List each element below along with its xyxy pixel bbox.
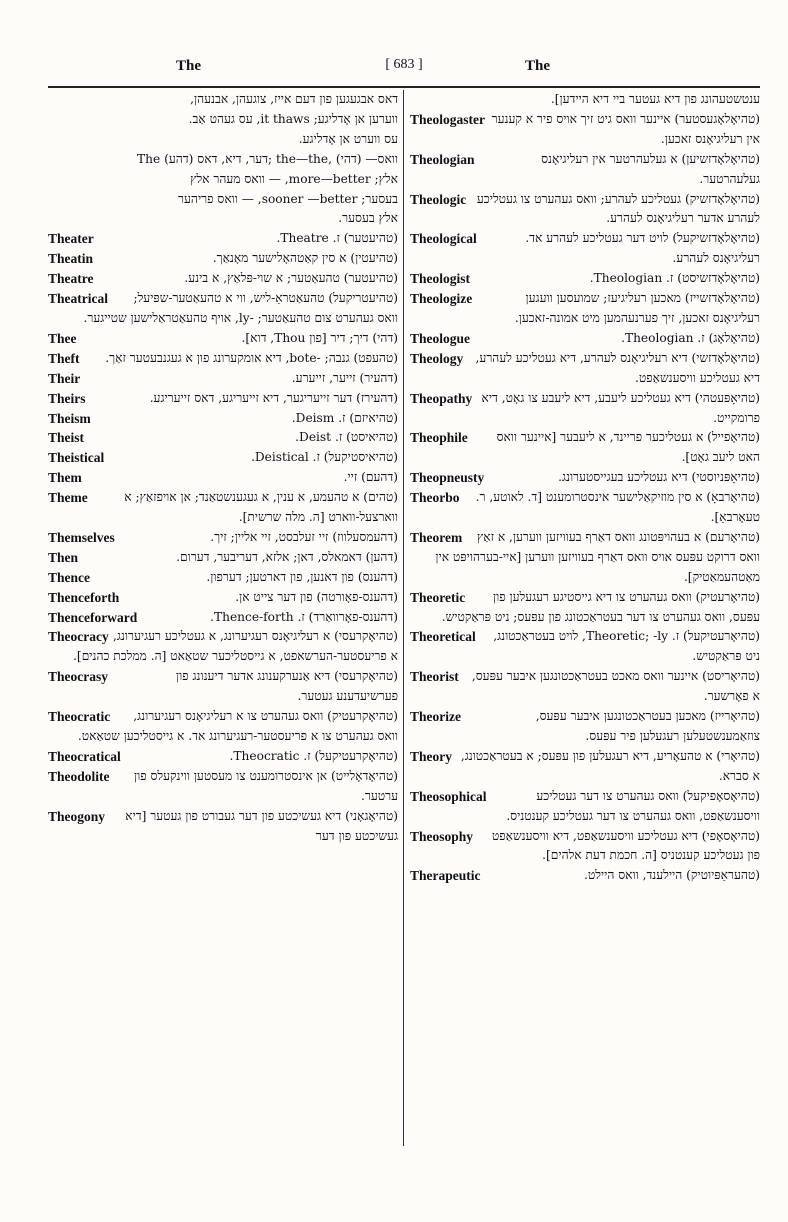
entry-headword: Theologize (410, 291, 473, 307)
dictionary-entry (48, 349, 398, 369)
entry-definition: (טהיאָקרעטיקעל) ז. Theocratic. (229, 748, 398, 763)
entry-definition: (טהיאָרעטיק) וואס געהערט צו דיא גייסטיגע רעגעלען פון עפּעס, וואס געהערט צו דער בעטראַכטונג פון עפּעס; ניט פּראַקטיש. (441, 589, 760, 624)
entry-headword: Theologaster (410, 111, 485, 127)
entry-definition: (טהיאָלאָג) ז. Theologian. (621, 330, 760, 345)
page-header (48, 56, 760, 88)
entry-definition: (טהיאָרעטיקעל) ז. Theoretic; -ly, לויט בעטראַכטונג, ניט פּראַקטיש. (493, 629, 760, 664)
entry-headword: Theorbo (410, 490, 460, 506)
entry-headword: Theatin (48, 251, 94, 267)
dictionary-page (48, 56, 760, 1146)
entry-definition: (טהיאָלאָדזשי) דיא רעליגיאָנס לעהרע, דיא געטליכע לעהרע, דיא געטליכע וויסענשאַפט. (475, 350, 760, 385)
entry-definition: (טהיאָרי) א טהעאָריע, דיא רעגעלען פון עפּעס; א בעטראַכטונג, א סברא. (460, 748, 760, 783)
entry-headword: Theocratical (48, 748, 121, 764)
entry-definition: (טהיאָרייז) מאכען בעטראַכטונגען איבער עפּעס, צוזאַמענשטעלען רעגעלען פיר עפּעס. (535, 709, 760, 743)
entry-headword: Theodolite (48, 768, 110, 784)
entry-headword: Theory (410, 748, 452, 764)
dictionary-entry (48, 448, 398, 468)
dictionary-entry (48, 488, 398, 528)
dictionary-entry (410, 707, 760, 747)
entry-definition: (טהיאָרבאָ) א סין מוזיקאַלישער אינסטרומענט [ד. לאוטע, ר. טעאָרבאַ]. (475, 490, 760, 525)
entry-definition: (טהיאיסטיקעל) ז. Deistical. (250, 450, 398, 465)
entry-headword: Theology (410, 350, 464, 366)
right-column (410, 90, 760, 1146)
entry-headword: Them (48, 470, 82, 486)
continuation-line: עס ווערט אן אָדליגע. (298, 131, 398, 146)
entry-definition: (טהיאָסאָפי) דיא געטליכע וויסענשאַפט, דיא וויסענשאַפט פון געטליכע קענטניס [ה. חכמת דעת אלהים]. (491, 828, 760, 863)
entry-headword: Thence (48, 569, 90, 585)
continuation-line: ווערען אן אָדליגע; it thaws, עס געהט אַב. (188, 111, 398, 126)
dictionary-entry (410, 428, 760, 468)
entry-headword: Theologian (410, 151, 475, 167)
dictionary-entry (410, 667, 760, 707)
dictionary-entry (410, 150, 760, 190)
dictionary-entry (48, 329, 398, 349)
entry-headword: Theocrasy (48, 669, 108, 685)
dictionary-entry (48, 468, 398, 488)
entry-headword: Theorist (410, 669, 459, 685)
dictionary-entry (410, 289, 760, 329)
entry-definition: (דהעמסעלווז) זיי זעלבסט, זיי אליין; זיך. (210, 529, 398, 544)
entry-definition: (דהענס) פון דאנען, פון דארטען; דערפון. (206, 569, 398, 584)
entry-headword: Theater (48, 231, 94, 247)
entry-definition: (דהעיר) זייער, זייערע. (291, 370, 398, 385)
columns (48, 90, 760, 1146)
dictionary-entry (48, 747, 398, 767)
entry-headword: Theorem (410, 529, 463, 545)
header-left-guide-word: The (176, 58, 202, 74)
entry-definition: (טהיאיסט) ז. Deist. (295, 430, 398, 445)
entry-headword: Theocracy (48, 629, 109, 645)
left-column (48, 90, 398, 1146)
entry-definition: (טהיעטער) ז. Theatre. (276, 231, 398, 246)
entry-headword: Thenceforth (48, 589, 120, 605)
entry-definition: (טהיאָלאָגעסטער) איינער וואס גיט זיך אויס פיר א קענער אין רעליגיאָנס זאכען. (491, 111, 760, 146)
dictionary-entry (410, 528, 760, 588)
continuation-line: The (דהע) דער, דיא, דאס; the—the, וואס— (דהי) (137, 151, 398, 166)
entry-definition: (טהיאָסאָפיקעל) וואס געהערט צו דער געטליכע וויסענשאַפט, וואס געהערט צו דער געטליכע קענטניס. (506, 788, 760, 823)
entry-definition: (דהען) דאמאלס, דאן; אלזא, דעריבער, דערום. (176, 549, 398, 564)
dictionary-entry (410, 747, 760, 787)
entry-definition: (דהענס-פאָורטה) פון דער צייט אן. (235, 589, 398, 604)
entry-headword: Theirs (48, 390, 86, 406)
dictionary-entry (48, 289, 398, 329)
entry-headword: Themselves (48, 529, 115, 545)
continuation-line: אלץ; more—better, — וואס מעהר אלץ (190, 171, 398, 186)
entry-definition: (טהיאָפּעטהי) דיא געטליכע ליעבע, דיא ליעבע צו גאָט, דיא פרומקייט. (481, 390, 760, 425)
entry-headword: Thee (48, 330, 77, 346)
entry-definition: (טהיאָפייל) א געטליכער פריינד, א ליעבער [איינער וואס האט ליעב גאָט]. (496, 430, 760, 465)
continuation-line: דאס אבגעגען פון דעם אייז, צוגעהן, אבנעהן, (190, 92, 398, 106)
entry-definition: (טהיאָלאָדזשיק) געטליכע לעהרע; וואס געהערט צו געטליכע לעהרע אדער רעליגיאָנס לעהרע. (476, 191, 760, 226)
entry-definition: (טהיעטער) טהעאַטער; א שוי-פּלאַץ, א בינע. (184, 271, 398, 286)
dictionary-entry (410, 468, 760, 488)
dictionary-entry (410, 588, 760, 628)
entry-headword: Then (48, 549, 79, 565)
entry-definition: (טהיאָפּניוסטי) דיא געטליכע בעגייסטערונג. (558, 470, 760, 485)
dictionary-entry (48, 588, 398, 608)
entry-definition: (טהעראַפּיוטיק) היילענד, וואס היילט. (584, 868, 760, 883)
entry-headword: Theocratic (48, 709, 111, 725)
dictionary-entry (48, 548, 398, 568)
entry-headword: Theism (48, 410, 91, 426)
dictionary-entry (410, 627, 760, 667)
continuation-line: ענטשטעהונג פון דיא געטער ביי דיא היידען]. (550, 92, 760, 106)
entry-definition: (טהעפט) גנבה; -bote, דיא אומקערונג פון א געגנבעטער זאַך. (105, 350, 398, 365)
entry-headword: Theatre (48, 271, 94, 287)
entry-headword: Theologic (410, 191, 467, 207)
entry-definition: (טהיעטריקעל) טהעאַטראַ-ליש, ווי א טהעאַטער-שפּיעל; וואס געהערט צום טהעאַטער; -ly, אויף טהעאַטראַלישען שטייגער. (83, 291, 398, 325)
dictionary-entry (48, 707, 398, 747)
entry-definition: (טהיאָריסט) איינער וואס מאכט בעטראַכטונגען איבער עפּעס, א פאָרשער. (471, 669, 760, 704)
dictionary-entry (48, 369, 398, 389)
entry-headword: Theologue (410, 330, 471, 346)
entry-definition: (דהי) דיך; דיר [פון Thou, דוא]. (241, 330, 398, 345)
entry-headword: Theogony (48, 808, 106, 824)
dictionary-entry (48, 767, 398, 807)
entry-headword: Theopneusty (410, 470, 485, 486)
entry-definition: (טהיאיזם) ז. Deism. (291, 410, 398, 425)
column-divider (403, 90, 404, 1146)
dictionary-entry (48, 568, 398, 588)
header-right-guide-word: The (524, 58, 550, 74)
entry-definition: (טהיאָקרעסי) דיא אַנערקענונג אדער דיענונג פון פערשיעדענע געטער. (175, 669, 398, 704)
continuation-line: בעסער; sooner —better, — וואס פריהער (178, 191, 398, 206)
dictionary-entry (410, 787, 760, 827)
entry-headword: Theophile (410, 430, 468, 446)
dictionary-entry (48, 229, 398, 249)
dictionary-entry (410, 827, 760, 867)
entry-definition: (טהיאָלאָדזשייז) מאכען רעליגיעז; שמועסען וועגען רעליגיאָנס זאכען, זיך פערנעהמען מיט אמונה-זאכען. (514, 291, 760, 325)
entry-headword: Theist (48, 430, 85, 446)
dictionary-entry (48, 389, 398, 409)
entry-headword: Theme (48, 490, 88, 506)
entry-headword: Theistical (48, 450, 105, 466)
entry-headword: Theosophy (410, 828, 474, 844)
dictionary-entry (410, 488, 760, 528)
entry-definition: (טהיאָלאָדזשיקעל) לויט דער געטליכע לעהרע אד. רעליגיאָנס לעהרע. (525, 231, 760, 266)
entry-definition: (טהיעטין) א סין קאַטהאָלישער מאָנאַך. (212, 251, 398, 266)
entry-headword: Theologist (410, 271, 471, 287)
entry-definition: (טהיאָגאָני) דיא געשיכטע פון דער געבורט פון געטער [דיא געשיכטע פון דער (125, 808, 398, 843)
dictionary-entry (410, 349, 760, 389)
dictionary-entry (410, 110, 760, 150)
entry-headword: Theatrical (48, 291, 108, 307)
entry-definition: (טהיאָקרעטיק) וואס געהערט צו א רעליגיאָנס רעגיערונג, וואס געהערט צו א פריעסטער-רעגיערונג אד. א גייסטליכען שטאַאט. (77, 709, 398, 743)
entry-definition: (טהיאָלאָדזשיסט) ז. Theologian. (589, 271, 760, 286)
entry-headword: Theoretic (410, 589, 466, 605)
dictionary-entry (48, 428, 398, 448)
dictionary-entry (48, 667, 398, 707)
dictionary-entry (48, 269, 398, 289)
dictionary-entry (410, 269, 760, 289)
entry-headword: Theoretical (410, 629, 476, 645)
entry-definition: (טהיאָרעם) א בעהויפּטונג וואס דאַרף בעוויזען ווערען, א זאַץ וואס דרוקט עפּעס אויס וואס דאַרף בעוויזען ווערען [איי-בערהויפּט אין מאַטהעמאַטיק]. (435, 529, 760, 584)
entry-definition: (טהיאָקרעסי) א רעליגיאָנס רעגיערונג, א געטליכע רעגיערונג, א פריעסטער-הערשאפט, א גייסטליכער שטאַאט [ה. ממלכת כהנים]. (73, 629, 398, 664)
dictionary-entry (410, 190, 760, 230)
entry-headword: Theosophical (410, 788, 487, 804)
entry-headword: Theorize (410, 709, 461, 725)
entry-headword: Theft (48, 350, 80, 366)
entry-headword: Theopathy (410, 390, 473, 406)
dictionary-entry (48, 608, 398, 628)
entry-definition: (דהעירז) דער זייעריגער, דיא זייעריגע, דאס זייעריגע. (149, 390, 398, 405)
entry-definition: (טהיאָלאָדזשיען) א געלעהרטער אין רעליגיאָנס געלעהרטער. (541, 151, 760, 186)
entry-headword: Therapeutic (410, 868, 481, 884)
entry-definition: (דהענס-פאָרוואַרד) ז. Thence-forth. (210, 609, 398, 624)
dictionary-entry (48, 627, 398, 667)
dictionary-entry (410, 229, 760, 269)
page-number: [ 683 ] (385, 57, 423, 72)
dictionary-entry (410, 329, 760, 349)
dictionary-entry (48, 528, 398, 548)
dictionary-entry (410, 866, 760, 886)
dictionary-entry (48, 409, 398, 429)
dictionary-entry (48, 249, 398, 269)
entry-headword: Thenceforward (48, 609, 138, 625)
entry-definition: (דהעם) זיי. (343, 470, 398, 485)
dictionary-entry (48, 807, 398, 847)
entry-headword: Theological (410, 231, 477, 247)
entry-definition: (טהים) א טהעמע, א ענין, א געגענשטאַנד; אן אויפזאַץ; א ווארצעל-ווארט [ה. מלה שרשית]. (124, 490, 398, 525)
entry-definition: (טהיאָדאָלייט) אן אינסטרומענט צו מעסטען ווינקעלס פון ערטער. (134, 768, 398, 803)
continuation-line: אלץ בעסער. (338, 211, 398, 226)
entry-headword: Their (48, 370, 81, 386)
dictionary-entry (410, 389, 760, 429)
